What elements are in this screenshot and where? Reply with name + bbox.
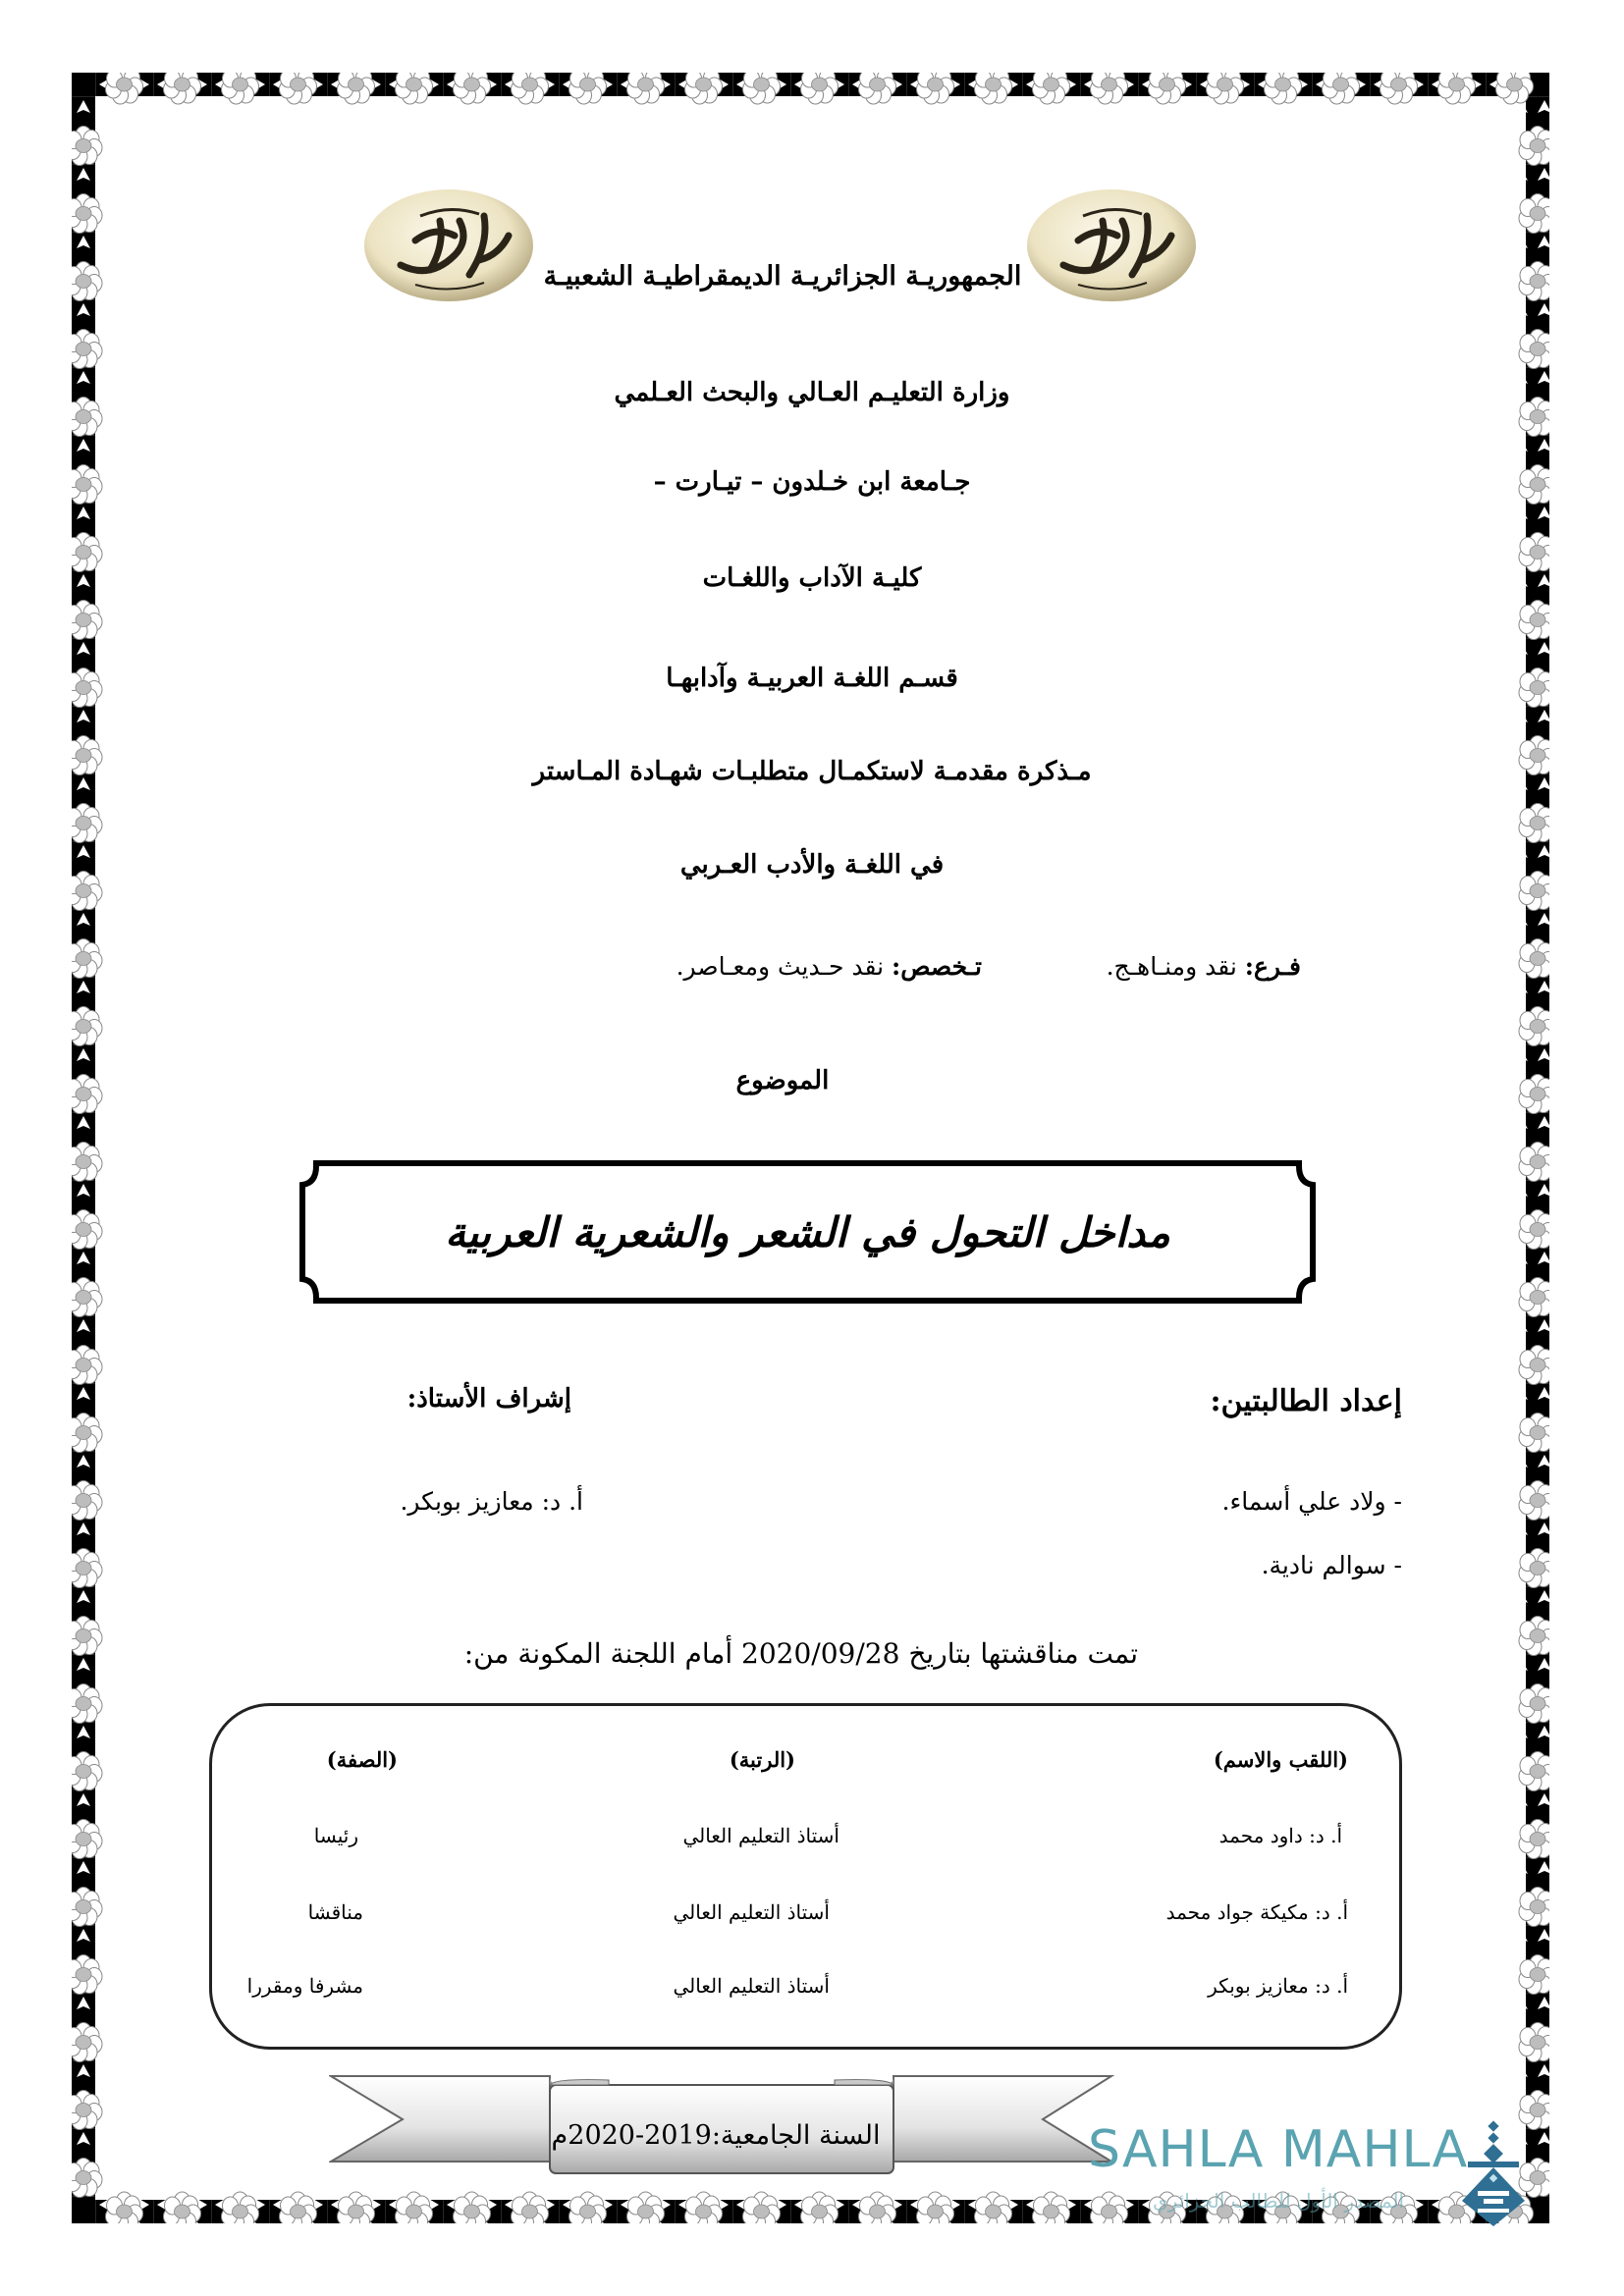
memoire-purpose: مـذكرة مقدمـة لاستكمـال متطلبـات شهـادة المـاستر [532,757,1092,786]
member-role-3: مشرفا ومقررا [246,1974,363,1998]
branch [1107,952,1301,981]
university-name: جـامعة ابن خـلدون – تيـارت – [653,467,971,497]
department-name: قسـم اللغـة العربيـة وآدابهـا [666,664,958,693]
specialty [677,952,982,981]
member-name-2: أ. د: مكيكة جواد محمد [1165,1900,1348,1924]
specialty-label: تـخصص: [892,952,982,981]
committee-table [209,1703,1402,2050]
student-name-1: - ولاد علي أسماء. [1221,1487,1402,1516]
sahla-mahla-logo-icon [1458,2120,1529,2228]
member-role-1: رئيسا [313,1824,358,1847]
supervisor-heading: إشراف الأستاذ: [406,1384,571,1414]
specialty-value: نقد حـديث ومعـاصر. [676,952,893,981]
republic-title: الجمهوريـة الجزائريـة الديمقراطيـة الشعبيـة [543,261,1022,292]
academic-year: السنة الجامعية:2019-2020م [551,2119,881,2151]
thesis-title: مداخل التحول في الشعر والشعرية العربية [445,1207,1170,1256]
header-rank: (الرتبة) [729,1747,795,1772]
member-role-2: مناقشا [307,1900,363,1924]
header-name: (اللقب والاسم) [1213,1747,1348,1772]
member-name-3: أ. د: معازيز بوبكر [1208,1974,1348,1998]
branch-value: نقد ومنـاهـج. [1106,952,1245,981]
member-rank-2: أستاذ التعليم العالي [673,1900,830,1924]
faculty-name: كليـة الآداب واللغـات [702,563,922,593]
defense-statement: تمت مناقشتها بتاريخ 2020/09/28 أمام اللجنة المكونة من: [463,1637,1138,1670]
topic-label: الموضوع [735,1066,830,1095]
header-role: (الصفة) [326,1747,398,1772]
ministry-title: وزارة التعليـم العـالي والبحث العـلمي [614,378,1010,407]
student-name-2: - سوالم نادية. [1261,1551,1402,1579]
students-heading: إعداد الطالبتين: [1210,1384,1402,1418]
branch-label: فـرع: [1244,952,1301,981]
watermark-subtitle: المصدر الأول للطالب الجزائري [1152,2189,1405,2213]
member-name-1: أ. د: داود محمد [1218,1824,1342,1847]
member-rank-3: أستاذ التعليم العالي [673,1974,830,1998]
watermark-brand: SAHLA MAHLA [1088,2120,1469,2179]
supervisor-name: أ. د: معازيز بوبكر. [400,1487,583,1516]
member-rank-1: أستاذ التعليم العالي [682,1824,839,1847]
field-of-study: في اللغـة والأدب العـربي [679,850,945,880]
